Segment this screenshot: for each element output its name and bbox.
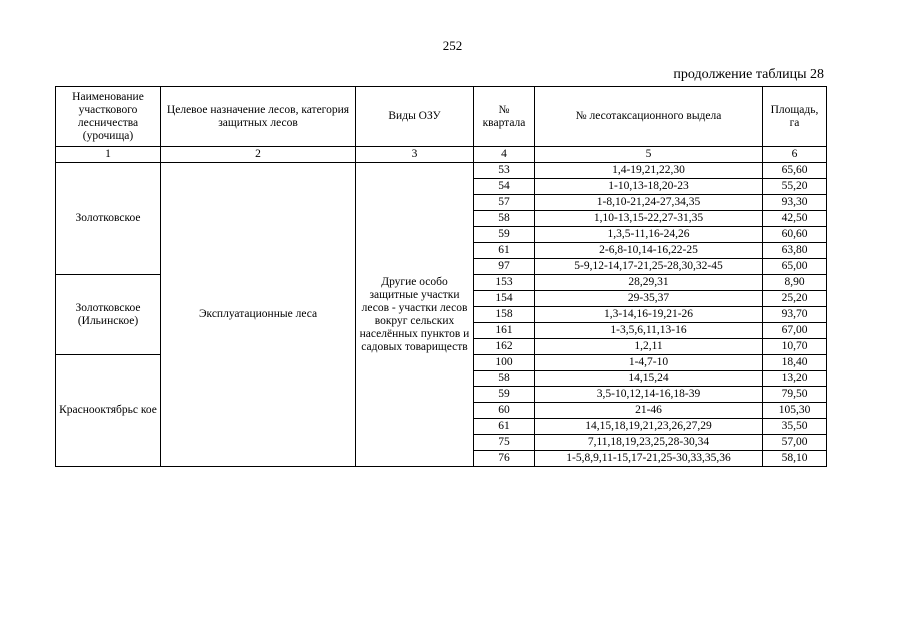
quarter-number: 158: [474, 307, 535, 323]
area-value: 93,70: [763, 307, 827, 323]
area-value: 35,50: [763, 419, 827, 435]
plot-numbers: 1-5,8,9,11-15,17-21,25-30,33,35,36: [535, 451, 763, 467]
area-value: 63,80: [763, 243, 827, 259]
quarter-number: 100: [474, 355, 535, 371]
header-forestry: Наименование участкового лесничества (урочища): [56, 87, 161, 147]
quarter-number: 154: [474, 291, 535, 307]
area-value: 42,50: [763, 211, 827, 227]
area-value: 13,20: [763, 371, 827, 387]
quarter-number: 161: [474, 323, 535, 339]
forest-purpose: Эксплуатационные леса: [161, 163, 356, 467]
forestry-name: Краснооктябрьс кое: [56, 355, 161, 467]
area-value: 18,40: [763, 355, 827, 371]
quarter-number: 61: [474, 243, 535, 259]
header-plots: № лесотаксационного выдела: [535, 87, 763, 147]
quarter-number: 97: [474, 259, 535, 275]
column-number: 2: [161, 147, 356, 163]
quarter-number: 60: [474, 403, 535, 419]
area-value: 60,60: [763, 227, 827, 243]
plot-numbers: 21-46: [535, 403, 763, 419]
area-value: 65,60: [763, 163, 827, 179]
area-value: 55,20: [763, 179, 827, 195]
header-quarter: № квартала: [474, 87, 535, 147]
column-number: 3: [356, 147, 474, 163]
page-number: 252: [442, 38, 463, 53]
header-area: Площадь, га: [763, 87, 827, 147]
header-purpose: Целевое назначение лесов, категория защитных лесов: [161, 87, 356, 147]
quarter-number: 59: [474, 227, 535, 243]
forestry-name: Золотковское: [56, 163, 161, 275]
plot-numbers: 1,3-14,16-19,21-26: [535, 307, 763, 323]
plot-numbers: 1-3,5,6,11,13-16: [535, 323, 763, 339]
plot-numbers: 14,15,18,19,21,23,26,27,29: [535, 419, 763, 435]
table-row: [56, 163, 827, 179]
plot-numbers: 2-6,8-10,14-16,22-25: [535, 243, 763, 259]
plot-numbers: 1-10,13-18,20-23: [535, 179, 763, 195]
quarter-number: 153: [474, 275, 535, 291]
area-value: 57,00: [763, 435, 827, 451]
column-number: 5: [535, 147, 763, 163]
area-value: 93,30: [763, 195, 827, 211]
ozu-type: Другие особо защитные участки лесов - участки лесов вокруг сельских населённых пунктов и садовых товариществ: [356, 163, 474, 467]
plot-numbers: 28,29,31: [535, 275, 763, 291]
quarter-number: 58: [474, 211, 535, 227]
plot-numbers: 14,15,24: [535, 371, 763, 387]
column-number: 6: [763, 147, 827, 163]
area-value: 65,00: [763, 259, 827, 275]
area-value: 105,30: [763, 403, 827, 419]
area-value: 8,90: [763, 275, 827, 291]
quarter-number: 162: [474, 339, 535, 355]
area-value: 25,20: [763, 291, 827, 307]
plot-numbers: 1,2,11: [535, 339, 763, 355]
quarter-number: 61: [474, 419, 535, 435]
forest-plots-table: [55, 86, 827, 467]
plot-numbers: 5-9,12-14,17-21,25-28,30,32-45: [535, 259, 763, 275]
header-ozu-type: Виды ОЗУ: [356, 87, 474, 147]
plot-numbers: 1,10-13,15-22,27-31,35: [535, 211, 763, 227]
plot-numbers: 29-35,37: [535, 291, 763, 307]
quarter-number: 54: [474, 179, 535, 195]
quarter-number: 76: [474, 451, 535, 467]
area-value: 10,70: [763, 339, 827, 355]
quarter-number: 57: [474, 195, 535, 211]
area-value: 67,00: [763, 323, 827, 339]
plot-numbers: 1-8,10-21,24-27,34,35: [535, 195, 763, 211]
quarter-number: 75: [474, 435, 535, 451]
area-value: 79,50: [763, 387, 827, 403]
area-value: 58,10: [763, 451, 827, 467]
forestry-name: Золотковское (Ильинское): [56, 275, 161, 355]
plot-numbers: 1,3,5-11,16-24,26: [535, 227, 763, 243]
quarter-number: 58: [474, 371, 535, 387]
quarter-number: 53: [474, 163, 535, 179]
quarter-number: 59: [474, 387, 535, 403]
plot-numbers: 1,4-19,21,22,30: [535, 163, 763, 179]
plot-numbers: 1-4,7-10: [535, 355, 763, 371]
table-continuation-label: продолжение таблицы 28: [673, 67, 824, 82]
column-number: 1: [56, 147, 161, 163]
plot-numbers: 7,11,18,19,23,25,28-30,34: [535, 435, 763, 451]
plot-numbers: 3,5-10,12,14-16,18-39: [535, 387, 763, 403]
column-number: 4: [474, 147, 535, 163]
